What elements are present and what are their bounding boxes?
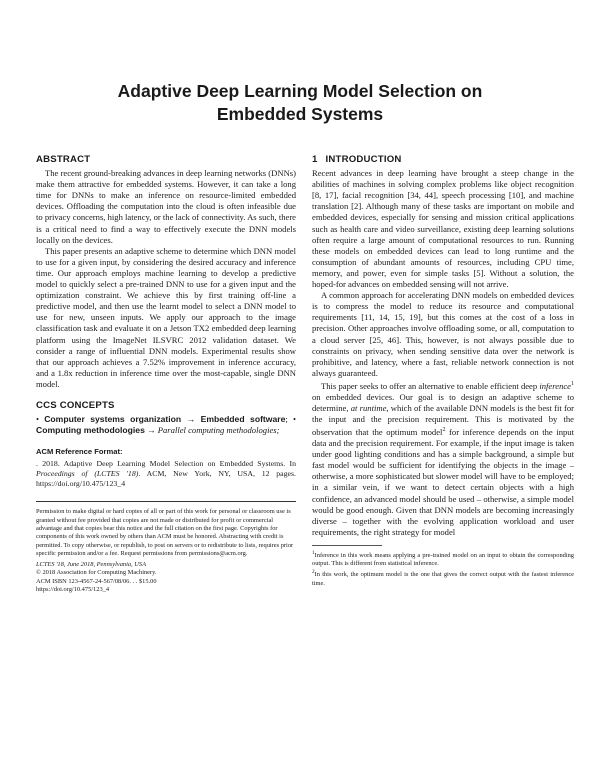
section-title: INTRODUCTION: [325, 154, 402, 165]
footnote-ref-2: 2: [442, 427, 446, 434]
abstract-paragraph-1: The recent ground-breaking advances in deep learning networks (DNNs) make them attractive for embedded systems. However, it can take a long time for DNNs to make an inference on resource-limited embedded devices. Offloading the computation into the cloud is often infeasible due to privacy concerns, high latency, or the lack of connectivity. As such, there is a critical need to find a way to effectively execute the DNN models locally on the devices.: [36, 168, 296, 245]
reference-format-body: [36, 459, 296, 489]
intro-paragraph-2: A common approach for accelerating DNN models on embedded devices is to compress the model to reduce its resource and computational requirements [11, 14, 15, 19], but this comes at the cost of a loss in precision. Other approaches involve offloading some, or all, computation to a cloud server [25, 46]. This, however, is not always possible due to constraints on privacy, when sending sensitive data over the network is prohibitive, and latency, where a fast, reliable network connection is not always guaranteed.: [312, 290, 574, 378]
paper-title: [40, 80, 560, 126]
footnote-rule: [312, 545, 382, 546]
ccs-item-2-detail: Parallel computing methodologies;: [157, 425, 280, 436]
title-line-1: Adaptive Deep Learning Model Selection on: [117, 81, 483, 101]
ccs-concepts: • Computer systems organization → Embedded software; • Computing methodologies → Parallel computing methodologies;: [36, 414, 296, 436]
isbn-line: ACM ISBN 123-4567-24-567/08/06. . . $15.00: [36, 577, 157, 585]
conference-line: LCTES '18, June 2018, Pennsylvania, USA: [36, 561, 146, 569]
intro-paragraph-1: Recent advances in deep learning have brought a steep change in the abilities of machines in solving complex problems like object recognition [8, 17], facial recognition [34, 44], speech processing [10], and machine translation [2]. Although many of these tasks are important on mobile and embedded devices, especially for sensing and mission critical applications such as health care and video surveillance, existing deep learning solutions often require a large amount of computational resources to run. Running these models on embedded devices can lead to long runtime and the consumption of abundant amounts of resources, including CPU time, memory, and power, even for simple tasks [5]. Without a solution, the hoped-for advances on embedded sensing will not arrive.: [312, 168, 574, 290]
doi-line: https://doi.org/10.475/123_4: [36, 586, 110, 594]
footnote-ref-1: 1: [571, 380, 574, 387]
footnote-1: $^1$Inference in this work means applying a pre-trained model on an input to obtain the corresponding output. This is different from statistical inference.: [312, 549, 574, 568]
footnote-2: $^2$In this work, the optimum model is the one that gives the correct output with the fastest inference time.: [312, 569, 574, 587]
title-line-2: Embedded Systems: [216, 104, 384, 124]
ccs-item-2: Computing methodologies: [36, 425, 145, 436]
reference-venue: Proceedings of (LCTES '18): [36, 469, 139, 479]
permission-rule: [36, 501, 296, 502]
reference-text-pre: . 2018. Adaptive Deep Learning Model Selection on Embedded Systems. In: [36, 459, 296, 469]
ccs-heading: CCS CONCEPTS: [36, 399, 115, 411]
copyright-line: © 2018 Association for Computing Machinery.: [36, 569, 157, 577]
permission-text: Permission to make digital or hard copies of all or part of this work for personal or classroom use is granted without fee provided that copies are not made or distributed for profit or commercial advantage and that copies bear this notice and the full citation on the first page. Copyrights for components of this work owned by others than ACM must be honored. Abstracting with credit is permitted. To copy otherwise, or republish, to post on servers or to redistribute to lists, requires prior specific permission and/or a fee. Request permissions from permissions@acm.org.: [36, 508, 294, 557]
introduction-heading: [312, 154, 574, 165]
right-column: [312, 154, 574, 588]
intro-paragraph-3: This paper seeks to offer an alternative to enable efficient deep inference$^1$ on embedded devices. Our goal is to design an adaptive scheme to determine, at runtime, which of the available DNN models is the best fit for the input and the precision requirement. This is motivated by the observation that the optimum model$^2$ for inference depends on the input data and the precision requirement. For example, if the input image is taken under good lighting conditions and has a simple background, a simple but fast model would be sufficient for identifying the objects in the image – otherwise, a more sophisticated but slower model will have to be employed; in a similar vein, if we want to detect certain objects with a high confidence, an advanced model should be used – otherwise, a simple model would be good enough. Given that DNN models are becoming increasingly diverse – together with the evolving application workload and user requirements, the right strategy for model: [312, 380, 574, 537]
ccs-section: [36, 400, 296, 436]
abstract-paragraph-2: This paper presents an adaptive scheme to determine which DNN model to use for a given input, by considering the desired accuracy and inference time. Our approach employs machine learning to develop a predictive model to quickly select a pre-trained DNN to use for a given input and the optimization constraint. We achieve this by first training off-line a predictive model, and then use the learnt model to select a DNN model to use for new, unseen inputs. We apply our approach to the image classification task and evaluate it on a Jetson TX2 embedded deep learning platform using the ImageNet ILSVRC 2012 validation dataset. We consider a range of influential DNN models. Experimental results show that our approach achieves a 7.52% improvement in inference accuracy, and a 1.8x reduction in inference time over the most-capable, single DNN model.: [36, 245, 296, 389]
abstract-heading: ABSTRACT: [36, 154, 91, 165]
permission-block: [36, 508, 296, 594]
reference-format: [36, 446, 296, 489]
reference-text-post: . ACM, New York, NY, USA, 12 pages. https://doi.org/10.475/123_4: [36, 469, 296, 489]
section-number: 1: [312, 154, 318, 165]
ccs-item-1: Computer systems organization → Embedded software: [44, 414, 286, 425]
left-column: [36, 154, 296, 594]
reference-format-heading: ACM Reference Format:: [36, 447, 123, 457]
